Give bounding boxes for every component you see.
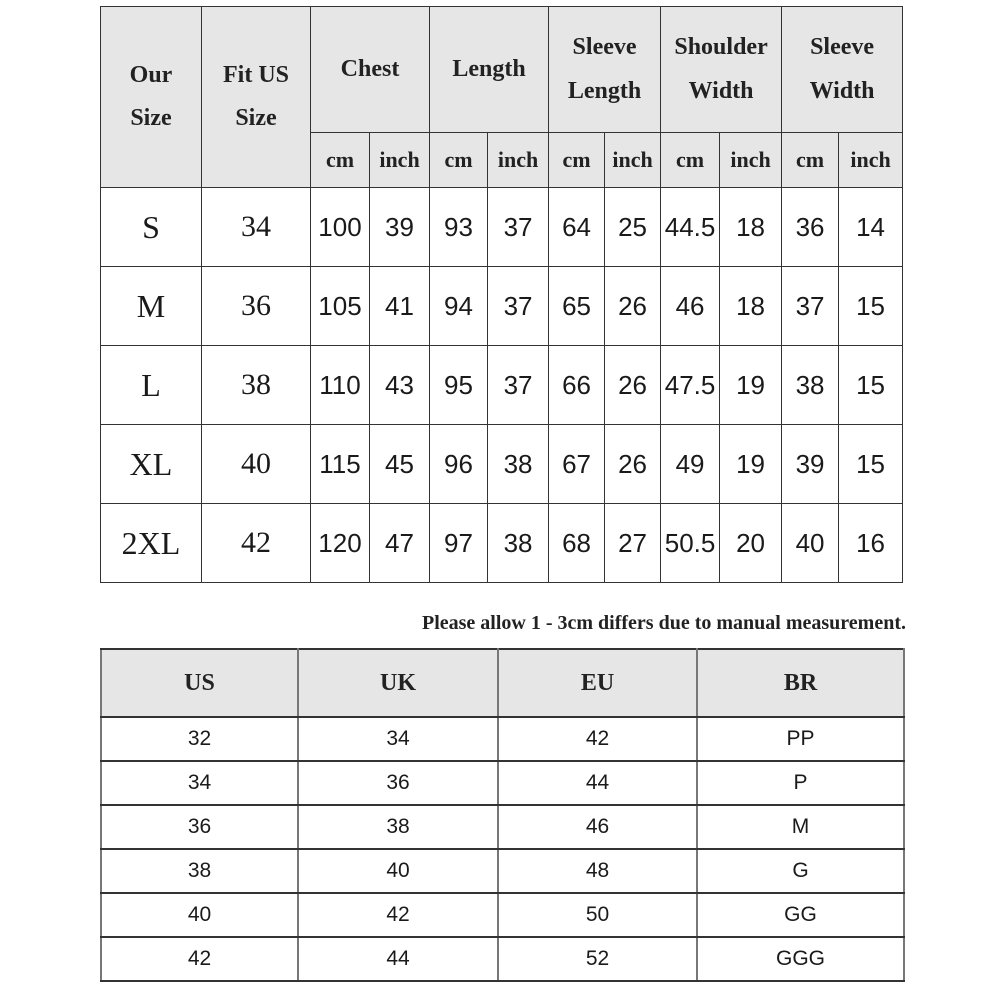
unit-header: cm: [549, 133, 605, 188]
unit-header: inch: [839, 133, 903, 188]
unit-header: cm: [661, 133, 720, 188]
conversion-header-row: [101, 649, 904, 717]
cell-length-inch: 37: [488, 267, 549, 346]
header-br: BR: [697, 649, 904, 717]
cell-chest-inch: 41: [370, 267, 430, 346]
cell-shoulder-width-inch: 18: [720, 188, 782, 267]
cell-fit-us: 40: [202, 425, 311, 504]
table-row: [101, 717, 904, 761]
cell-chest-inch: 43: [370, 346, 430, 425]
cell-uk: 36: [298, 761, 498, 805]
cell-sleeve-length-inch: 26: [605, 267, 661, 346]
cell-length-cm: 95: [430, 346, 488, 425]
cell-us: 32: [101, 717, 298, 761]
cell-sleeve-length-inch: 26: [605, 425, 661, 504]
header-us: US: [101, 649, 298, 717]
cell-fit-us: 36: [202, 267, 311, 346]
cell-chest-cm: 115: [311, 425, 370, 504]
cell-sleeve-length-cm: 68: [549, 504, 605, 583]
size-conversion-table: [100, 648, 905, 982]
cell-sleeve-width-inch: 15: [839, 425, 903, 504]
measurement-note: Please allow 1 - 3cm differs due to manual measurement.: [421, 612, 906, 634]
cell-eu: 44: [498, 761, 697, 805]
cell-sleeve-length-cm: 65: [549, 267, 605, 346]
cell-sleeve-width-cm: 36: [782, 188, 839, 267]
cell-shoulder-width-cm: 46: [661, 267, 720, 346]
cell-sleeve-width-cm: 37: [782, 267, 839, 346]
cell-uk: 38: [298, 805, 498, 849]
cell-br: GGG: [697, 937, 904, 981]
cell-us: 36: [101, 805, 298, 849]
cell-us: 40: [101, 893, 298, 937]
cell-size: XL: [101, 425, 202, 504]
cell-chest-inch: 47: [370, 504, 430, 583]
cell-length-inch: 37: [488, 188, 549, 267]
table-row: [101, 267, 903, 346]
cell-chest-cm: 120: [311, 504, 370, 583]
cell-sleeve-width-cm: 40: [782, 504, 839, 583]
cell-shoulder-width-cm: 44.5: [661, 188, 720, 267]
cell-eu: 46: [498, 805, 697, 849]
cell-sleeve-width-inch: 15: [839, 267, 903, 346]
cell-shoulder-width-cm: 50.5: [661, 504, 720, 583]
unit-header: cm: [782, 133, 839, 188]
cell-uk: 34: [298, 717, 498, 761]
cell-chest-inch: 45: [370, 425, 430, 504]
cell-us: 42: [101, 937, 298, 981]
cell-eu: 50: [498, 893, 697, 937]
cell-length-cm: 97: [430, 504, 488, 583]
cell-fit-us: 42: [202, 504, 311, 583]
cell-sleeve-width-cm: 39: [782, 425, 839, 504]
header-shoulder-width: Shoulder Width: [661, 7, 782, 133]
cell-eu: 42: [498, 717, 697, 761]
cell-chest-cm: 110: [311, 346, 370, 425]
cell-sleeve-width-inch: 15: [839, 346, 903, 425]
unit-header: inch: [720, 133, 782, 188]
cell-shoulder-width-cm: 49: [661, 425, 720, 504]
cell-us: 34: [101, 761, 298, 805]
cell-chest-cm: 100: [311, 188, 370, 267]
header-fit-us-size: Fit US Size: [202, 7, 311, 188]
cell-chest-cm: 105: [311, 267, 370, 346]
table-row: [101, 849, 904, 893]
size-chart-table: [100, 6, 903, 583]
cell-shoulder-width-inch: 19: [720, 425, 782, 504]
table-row: [101, 805, 904, 849]
table-row: [101, 504, 903, 583]
cell-sleeve-width-inch: 16: [839, 504, 903, 583]
cell-sleeve-length-cm: 64: [549, 188, 605, 267]
cell-eu: 52: [498, 937, 697, 981]
cell-sleeve-width-inch: 14: [839, 188, 903, 267]
cell-length-inch: 37: [488, 346, 549, 425]
cell-size: L: [101, 346, 202, 425]
cell-shoulder-width-inch: 18: [720, 267, 782, 346]
header-length: Length: [430, 7, 549, 133]
header-our-size: Our Size: [101, 7, 202, 188]
cell-sleeve-length-inch: 26: [605, 346, 661, 425]
cell-length-inch: 38: [488, 504, 549, 583]
cell-fit-us: 38: [202, 346, 311, 425]
cell-sleeve-length-inch: 27: [605, 504, 661, 583]
table-row: [101, 937, 904, 981]
unit-header: cm: [311, 133, 370, 188]
cell-size: S: [101, 188, 202, 267]
cell-sleeve-length-cm: 67: [549, 425, 605, 504]
cell-chest-inch: 39: [370, 188, 430, 267]
cell-br: GG: [697, 893, 904, 937]
cell-length-cm: 96: [430, 425, 488, 504]
cell-size: 2XL: [101, 504, 202, 583]
cell-shoulder-width-inch: 20: [720, 504, 782, 583]
cell-size: M: [101, 267, 202, 346]
unit-header: cm: [430, 133, 488, 188]
cell-sleeve-width-cm: 38: [782, 346, 839, 425]
header-chest: Chest: [311, 7, 430, 133]
cell-us: 38: [101, 849, 298, 893]
unit-header: inch: [488, 133, 549, 188]
cell-length-cm: 94: [430, 267, 488, 346]
size-chart-header-row: [101, 7, 903, 133]
cell-length-cm: 93: [430, 188, 488, 267]
cell-uk: 42: [298, 893, 498, 937]
cell-fit-us: 34: [202, 188, 311, 267]
table-row: [101, 188, 903, 267]
cell-shoulder-width-inch: 19: [720, 346, 782, 425]
header-uk: UK: [298, 649, 498, 717]
header-sleeve-width: Sleeve Width: [782, 7, 903, 133]
table-row: [101, 761, 904, 805]
table-row: [101, 893, 904, 937]
header-sleeve-length: Sleeve Length: [549, 7, 661, 133]
unit-header: inch: [605, 133, 661, 188]
cell-br: P: [697, 761, 904, 805]
cell-br: PP: [697, 717, 904, 761]
cell-eu: 48: [498, 849, 697, 893]
table-row: [101, 346, 903, 425]
cell-shoulder-width-cm: 47.5: [661, 346, 720, 425]
cell-br: G: [697, 849, 904, 893]
cell-sleeve-length-inch: 25: [605, 188, 661, 267]
cell-sleeve-length-cm: 66: [549, 346, 605, 425]
cell-uk: 40: [298, 849, 498, 893]
unit-header: inch: [370, 133, 430, 188]
cell-uk: 44: [298, 937, 498, 981]
cell-length-inch: 38: [488, 425, 549, 504]
header-eu: EU: [498, 649, 697, 717]
table-row: [101, 425, 903, 504]
cell-br: M: [697, 805, 904, 849]
